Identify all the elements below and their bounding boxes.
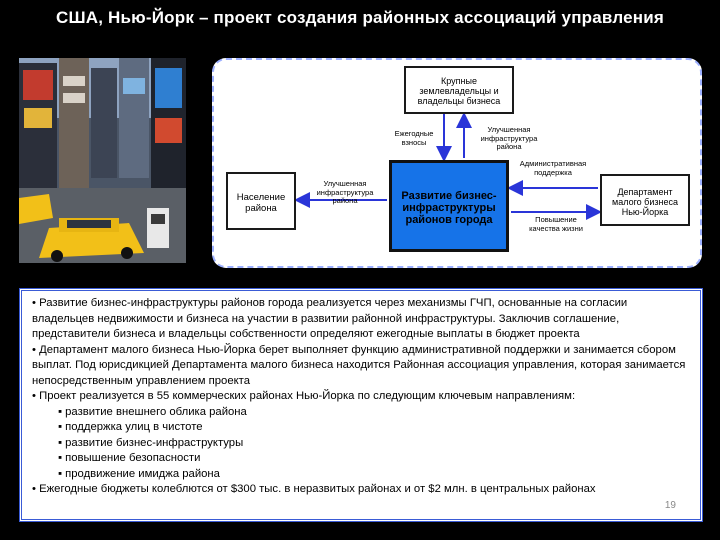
description-textbox bbox=[19, 288, 703, 522]
admin-support-label: Административная поддержка bbox=[519, 159, 587, 177]
paragraph-ppp: • Развитие бизнес-инфраструктуры районов города реализуется через механизмы ГЧП, основанные на согласии владельцев недвижимости и бизнеса на участии в развитии районной инфраструктуры. Заключив соглашение, представители бизнеса и владельцы собственности определяют ежегодные выплаты в бюджет проекта bbox=[32, 297, 628, 340]
list-item: ▪ продвижение имиджа района bbox=[58, 467, 220, 480]
slide-title: США, Нью-Йорк – проект создания районных ассоциаций управления bbox=[55, 8, 665, 27]
flow-diagram bbox=[212, 58, 702, 268]
improved-infra-left-label: Улучшенная инфраструктура района bbox=[316, 179, 374, 205]
city-street-illustration bbox=[19, 58, 186, 263]
list-item: ▪ повышение безопасности bbox=[58, 452, 201, 464]
paragraph-directions: • Проект реализуется в 55 коммерческих районах Нью-Йорка по следующим ключевым направлениям: bbox=[32, 390, 576, 402]
paragraph-budgets: • Ежегодные бюджеты колеблются от $300 тыс. в неразвитых районах и от $2 млн. в центральных районах bbox=[32, 483, 596, 495]
list-item: ▪ развитие внешнего облика района bbox=[58, 405, 247, 418]
landowners-box: Крупные землевладельцы и владельцы бизнеса bbox=[404, 66, 514, 114]
page-number: 19 bbox=[664, 499, 676, 511]
quality-of-life-label: Повышение качества жизни bbox=[529, 215, 583, 233]
annual-fees-label: Ежегодные взносы bbox=[394, 129, 434, 147]
business-infrastructure-box: Развитие бизнес-инфраструктуры районов города bbox=[389, 160, 509, 252]
small-business-department-box: Департамент малого бизнеса Нью-Йорка bbox=[600, 174, 690, 226]
list-item: ▪ развитие бизнес-инфраструктуры bbox=[58, 436, 244, 449]
population-box: Население района bbox=[226, 172, 296, 230]
times-square-photo bbox=[19, 58, 186, 263]
improved-infra-top-label: Улучшенная инфраструктура района bbox=[480, 125, 538, 151]
paragraph-department: • Департамент малого бизнеса Нью-Йорка берет выполняет функцию административной поддержки и занимается сбором выплат. Под юрисдикцией Департамента малого бизнеса находится Районная ассоциация управления, которая занимается непосредственным управлением проекта bbox=[32, 343, 686, 387]
list-item: ▪ поддержка улиц в чистоте bbox=[58, 421, 203, 433]
